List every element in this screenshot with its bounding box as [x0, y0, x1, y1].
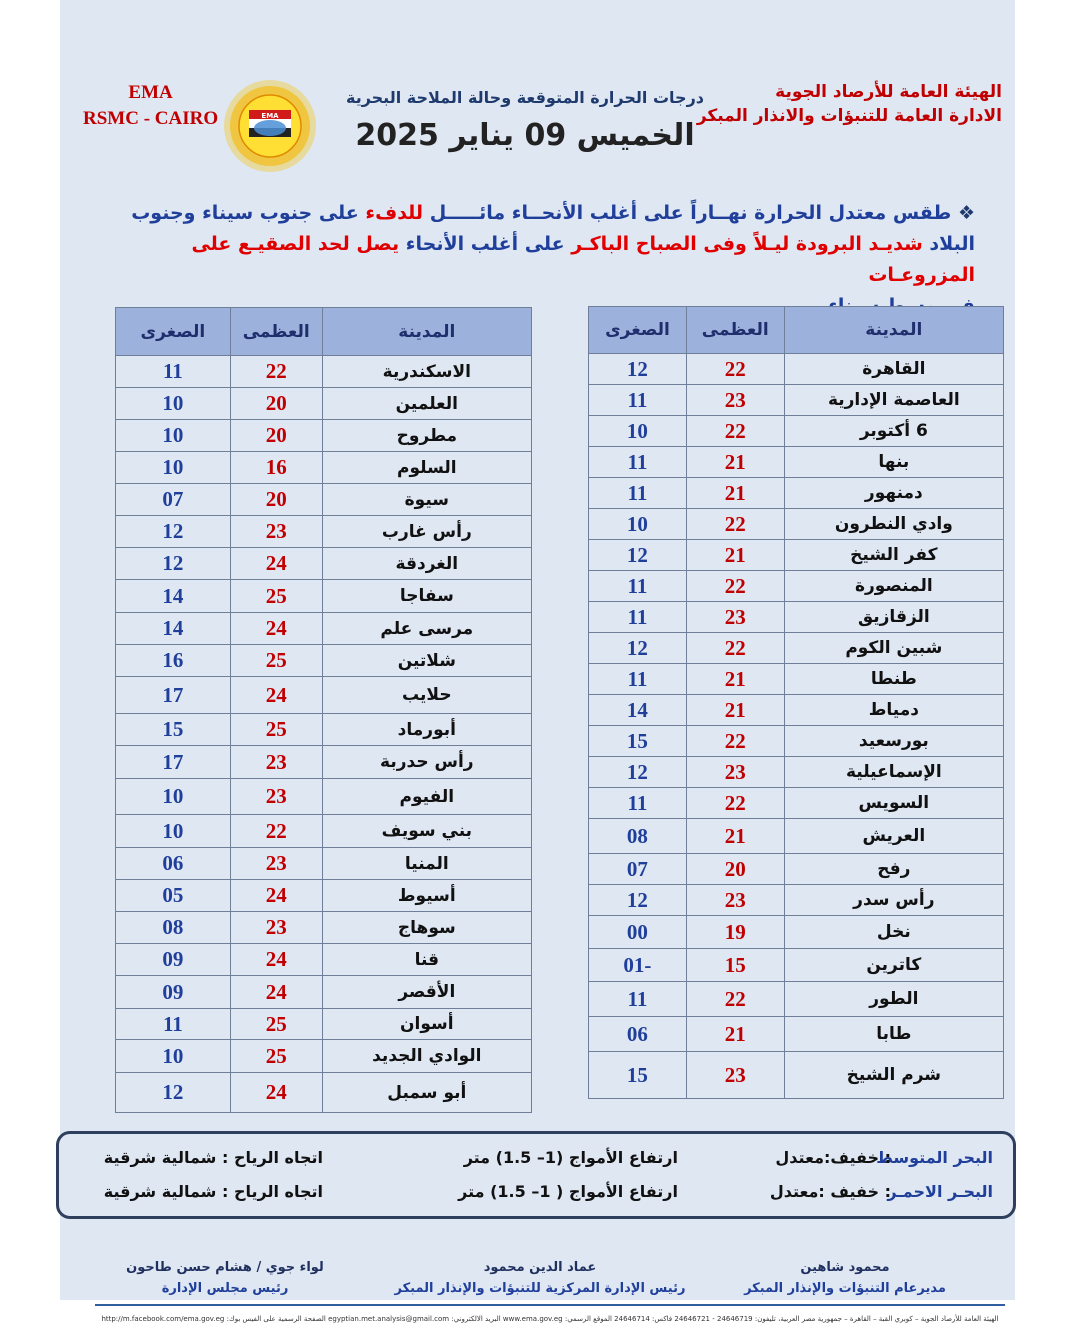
city-cell: كاترين — [784, 949, 1003, 982]
city-cell: رأس سدر — [784, 885, 1003, 916]
table-row — [116, 944, 532, 976]
organization-name — [697, 80, 1002, 128]
city-cell: شرم الشيخ — [784, 1052, 1003, 1099]
table-row — [589, 633, 1004, 664]
max-temp-cell: 22 — [686, 509, 784, 540]
city-cell: حلايب — [322, 677, 531, 714]
min-temp-cell: 12 — [116, 548, 231, 580]
signature-central-director — [370, 1257, 710, 1299]
max-temp-cell: 15 — [686, 949, 784, 982]
table-row — [589, 1052, 1004, 1099]
min-temp-cell: 09 — [116, 976, 231, 1009]
header-min: الصغرى — [589, 307, 687, 354]
footer-contact: الهيئة العامة للأرصاد الجوية – كوبري القبة – القاهرة – جمهورية مصر العربية، تليفون: 24646719 - 24646721 فاكس: 24646714 الموقع الرسمي: www.ema.gov.eg البريد الالكتروني: egyptian.met.analysis@gmail.com الصفحة الرسمية على الفيس بوك: http://m.facebook.com/ema.gov.eg — [101, 1315, 999, 1323]
report-date: الخميس 09 يناير 2025 — [355, 118, 695, 153]
min-temp-cell: 07 — [116, 484, 231, 516]
city-cell: الإسماعيلية — [784, 757, 1003, 788]
max-temp-cell: 21 — [686, 478, 784, 509]
table-row — [589, 726, 1004, 757]
city-cell: دمنهور — [784, 478, 1003, 509]
table-row — [116, 580, 532, 613]
city-cell: الاسكندرية — [322, 356, 531, 388]
min-temp-cell: 00 — [589, 916, 687, 949]
med-waves: ارتفاع الأمواج (1– 1.5) متر — [463, 1148, 678, 1167]
city-cell: رفح — [784, 854, 1003, 885]
table-header-row — [116, 308, 532, 356]
min-temp-cell: 05 — [116, 880, 231, 912]
table-row — [589, 385, 1004, 416]
table-row — [116, 420, 532, 452]
min-temp-cell: 07 — [589, 854, 687, 885]
logo-text: EMA — [261, 112, 279, 120]
min-temp-cell: 10 — [116, 388, 231, 420]
footer-divider — [95, 1304, 1005, 1306]
max-temp-cell: 25 — [230, 580, 322, 613]
table-row — [589, 885, 1004, 916]
min-temp-cell: 15 — [589, 1052, 687, 1099]
min-temp-cell: 12 — [116, 1073, 231, 1113]
min-temp-cell: 11 — [589, 385, 687, 416]
table-row — [589, 916, 1004, 949]
city-cell: وادي النطرون — [784, 509, 1003, 540]
table-row — [589, 819, 1004, 854]
table-row — [116, 484, 532, 516]
signature-chairman — [95, 1257, 355, 1299]
city-cell: مرسى علم — [322, 613, 531, 645]
max-temp-cell: 20 — [230, 420, 322, 452]
summary-part-2: للدفء — [365, 202, 424, 224]
city-cell: الأقصر — [322, 976, 531, 1009]
city-cell: المنصورة — [784, 571, 1003, 602]
min-temp-cell: 15 — [589, 726, 687, 757]
max-temp-cell: 23 — [686, 602, 784, 633]
min-temp-cell: 11 — [589, 664, 687, 695]
sea-row-mediterranean — [59, 1148, 1013, 1178]
city-cell: أبورماد — [322, 714, 531, 746]
city-cell: رأس حدربة — [322, 746, 531, 779]
min-temp-cell: 15 — [116, 714, 231, 746]
table-row — [589, 540, 1004, 571]
city-cell: المنيا — [322, 848, 531, 880]
min-temp-cell: 12 — [589, 354, 687, 385]
ema-label — [83, 80, 218, 132]
max-temp-cell: 25 — [230, 1040, 322, 1073]
signature-forecast-director — [715, 1257, 975, 1299]
max-temp-cell: 22 — [686, 571, 784, 602]
table-row — [116, 779, 532, 815]
max-temp-cell: 23 — [230, 516, 322, 548]
max-temp-cell: 25 — [230, 645, 322, 677]
min-temp-cell: 12 — [589, 757, 687, 788]
max-temp-cell: 21 — [686, 664, 784, 695]
min-temp-cell: 14 — [589, 695, 687, 726]
min-temp-cell: 09 — [116, 944, 231, 976]
table-row — [589, 416, 1004, 447]
max-temp-cell: 24 — [230, 880, 322, 912]
ema-logo-icon — [222, 78, 318, 174]
max-temp-cell: 21 — [686, 1017, 784, 1052]
city-cell: سيوة — [322, 484, 531, 516]
min-temp-cell: 11 — [116, 356, 231, 388]
table-row — [589, 447, 1004, 478]
med-wind: اتجاه الرياح : شمالية شرقية — [103, 1148, 323, 1167]
max-temp-cell: 23 — [230, 779, 322, 815]
table-row — [116, 1073, 532, 1113]
min-temp-cell: 14 — [116, 613, 231, 645]
max-temp-cell: 22 — [230, 356, 322, 388]
city-cell: العريش — [784, 819, 1003, 854]
bullet-icon: ❖ — [957, 202, 975, 224]
med-sea-label: البحر المتوسط — [876, 1148, 993, 1167]
table-row — [116, 356, 532, 388]
min-temp-cell: 12 — [589, 885, 687, 916]
min-temp-cell: 12 — [589, 540, 687, 571]
city-cell: نخل — [784, 916, 1003, 949]
table-row — [589, 695, 1004, 726]
city-cell: بورسعيد — [784, 726, 1003, 757]
min-temp-cell: 16 — [116, 645, 231, 677]
city-cell: السويس — [784, 788, 1003, 819]
min-temp-cell: 10 — [116, 452, 231, 484]
city-cell: شبين الكوم — [784, 633, 1003, 664]
signature-title: رئيس مجلس الإدارة — [161, 1281, 289, 1296]
city-cell: 6 أكتوبر — [784, 416, 1003, 447]
header-city: المدينة — [784, 307, 1003, 354]
max-temp-cell: 22 — [686, 788, 784, 819]
city-cell: رأس غارب — [322, 516, 531, 548]
max-temp-cell: 22 — [686, 633, 784, 664]
summary-part-5: على أغلب الأنحاء — [405, 233, 565, 255]
table-row — [116, 848, 532, 880]
city-cell: أسيوط — [322, 880, 531, 912]
table-row — [589, 854, 1004, 885]
signature-title: مديرعام التنبؤات والإنذار المبكر — [744, 1281, 946, 1296]
city-cell: قنا — [322, 944, 531, 976]
city-cell: الغردقة — [322, 548, 531, 580]
summary-part-4: شديـد البرودة ليـلاً وفى الصباح الباكـر — [571, 233, 923, 255]
table-row — [589, 757, 1004, 788]
table-row — [589, 664, 1004, 695]
min-temp-cell: 12 — [116, 516, 231, 548]
table-row — [116, 976, 532, 1009]
city-cell: بني سويف — [322, 815, 531, 848]
red-wind: اتجاه الرياح : شمالية شرقية — [103, 1182, 323, 1201]
summary-part-3: على جنوب سيناء وجنوب البلاد — [131, 202, 975, 255]
signature-name: محمود شاهين — [800, 1260, 890, 1275]
min-temp-cell: 06 — [589, 1017, 687, 1052]
max-temp-cell: 20 — [230, 388, 322, 420]
table-row — [116, 613, 532, 645]
summary-part-1: طقس معتدل الحرارة نهــاراً على أغلب الأنحــاء مائـــــل — [429, 202, 952, 224]
header-max: العظمى — [230, 308, 322, 356]
city-cell: سوهاج — [322, 912, 531, 944]
table-row — [116, 452, 532, 484]
table-row — [589, 788, 1004, 819]
org-line-1: الهيئة العامة للأرصاد الجوية — [775, 82, 1002, 102]
header-city: المدينة — [322, 308, 531, 356]
max-temp-cell: 23 — [230, 848, 322, 880]
signature-name: عماد الدين محمود — [483, 1260, 597, 1275]
min-temp-cell: 10 — [116, 1040, 231, 1073]
ema-line-1: EMA — [128, 82, 173, 103]
max-temp-cell: 23 — [230, 746, 322, 779]
max-temp-cell: 24 — [230, 1073, 322, 1113]
city-cell: أسوان — [322, 1009, 531, 1040]
table-row — [116, 912, 532, 944]
table-row — [589, 982, 1004, 1017]
min-temp-cell: 12 — [589, 633, 687, 664]
max-temp-cell: 23 — [686, 885, 784, 916]
city-cell: طابا — [784, 1017, 1003, 1052]
table-row — [589, 949, 1004, 982]
city-cell: الفيوم — [322, 779, 531, 815]
max-temp-cell: 22 — [686, 354, 784, 385]
min-temp-cell: 17 — [116, 677, 231, 714]
min-temp-cell: 11 — [589, 982, 687, 1017]
city-cell: الزقازيق — [784, 602, 1003, 633]
min-temp-cell: 10 — [116, 779, 231, 815]
table-row — [116, 677, 532, 714]
table-row — [589, 571, 1004, 602]
min-temp-cell: 10 — [116, 420, 231, 452]
max-temp-cell: 23 — [686, 385, 784, 416]
city-cell: السلوم — [322, 452, 531, 484]
min-temp-cell: 11 — [589, 788, 687, 819]
max-temp-cell: 23 — [686, 1052, 784, 1099]
max-temp-cell: 23 — [686, 757, 784, 788]
city-cell: شلاتين — [322, 645, 531, 677]
max-temp-cell: 20 — [686, 854, 784, 885]
city-cell: الطور — [784, 982, 1003, 1017]
city-cell: العلمين — [322, 388, 531, 420]
city-cell: العاصمة الإدارية — [784, 385, 1003, 416]
signature-name: لواء جوي / هشام حسن طاحون — [126, 1260, 324, 1275]
red-sea-label: البحـر الاحمـر — [887, 1182, 993, 1201]
table-row — [589, 509, 1004, 540]
table-row — [116, 815, 532, 848]
red-sea-state: : خفيف :معتدل — [769, 1182, 891, 1201]
summary-part-6: يصل لحد الصقيـع على المزروعـات — [191, 233, 975, 286]
city-cell: طنطا — [784, 664, 1003, 695]
signature-title: رئيس الإدارة المركزية للتنبؤات والإنذار المبكر — [394, 1281, 686, 1296]
max-temp-cell: 25 — [230, 714, 322, 746]
max-temp-cell: 22 — [686, 726, 784, 757]
red-waves: ارتفاع الأمواج ( 1– 1.5) متر — [458, 1182, 678, 1201]
table-row — [589, 602, 1004, 633]
max-temp-cell: 23 — [230, 912, 322, 944]
table-row — [116, 516, 532, 548]
max-temp-cell: 19 — [686, 916, 784, 949]
header-min: الصغرى — [116, 308, 231, 356]
header-max: العظمى — [686, 307, 784, 354]
max-temp-cell: 21 — [686, 540, 784, 571]
table-row — [589, 1017, 1004, 1052]
max-temp-cell: 21 — [686, 695, 784, 726]
city-cell: القاهرة — [784, 354, 1003, 385]
min-temp-cell: 11 — [589, 478, 687, 509]
table-row — [589, 354, 1004, 385]
min-temp-cell: 14 — [116, 580, 231, 613]
min-temp-cell: 10 — [116, 815, 231, 848]
max-temp-cell: 24 — [230, 677, 322, 714]
table-header-row — [589, 307, 1004, 354]
city-cell: دمياط — [784, 695, 1003, 726]
max-temp-cell: 20 — [230, 484, 322, 516]
weather-summary — [130, 198, 975, 322]
min-temp-cell: 11 — [589, 447, 687, 478]
table-row — [116, 1040, 532, 1073]
min-temp-cell: 08 — [116, 912, 231, 944]
max-temp-cell: 24 — [230, 944, 322, 976]
min-temp-cell: 17 — [116, 746, 231, 779]
temperature-table-right — [588, 306, 1004, 1099]
table-row — [116, 880, 532, 912]
min-temp-cell: 11 — [589, 602, 687, 633]
org-line-2: الادارة العامة للتنبؤات والانذار المبكر — [696, 106, 1002, 126]
table-row — [116, 714, 532, 746]
min-temp-cell: 10 — [589, 416, 687, 447]
max-temp-cell: 22 — [686, 982, 784, 1017]
max-temp-cell: 21 — [686, 819, 784, 854]
city-cell: مطروح — [322, 420, 531, 452]
max-temp-cell: 21 — [686, 447, 784, 478]
table-row — [116, 645, 532, 677]
min-temp-cell: -01 — [589, 949, 687, 982]
max-temp-cell: 16 — [230, 452, 322, 484]
temperature-table-left — [115, 307, 532, 1113]
min-temp-cell: 11 — [589, 571, 687, 602]
max-temp-cell: 25 — [230, 1009, 322, 1040]
city-cell: كفر الشيخ — [784, 540, 1003, 571]
max-temp-cell: 24 — [230, 976, 322, 1009]
table-row — [116, 746, 532, 779]
city-cell: الوادي الجديد — [322, 1040, 531, 1073]
sea-row-red-sea — [59, 1182, 1013, 1212]
max-temp-cell: 22 — [230, 815, 322, 848]
min-temp-cell: 11 — [116, 1009, 231, 1040]
table-row — [116, 1009, 532, 1040]
city-cell: أبو سمبل — [322, 1073, 531, 1113]
table-row — [116, 548, 532, 580]
table-row — [589, 478, 1004, 509]
max-temp-cell: 22 — [686, 416, 784, 447]
table-row — [116, 388, 532, 420]
city-cell: سفاجا — [322, 580, 531, 613]
max-temp-cell: 24 — [230, 613, 322, 645]
ema-line-2: RSMC - CAIRO — [83, 108, 219, 129]
min-temp-cell: 08 — [589, 819, 687, 854]
city-cell: بنها — [784, 447, 1003, 478]
report-title: درجات الحرارة المتوقعة وحالة الملاحة البحرية — [345, 88, 704, 107]
min-temp-cell: 10 — [589, 509, 687, 540]
max-temp-cell: 24 — [230, 548, 322, 580]
med-sea-state: : خفيف:معتدل — [775, 1148, 891, 1167]
sea-state-box — [56, 1131, 1016, 1219]
min-temp-cell: 06 — [116, 848, 231, 880]
